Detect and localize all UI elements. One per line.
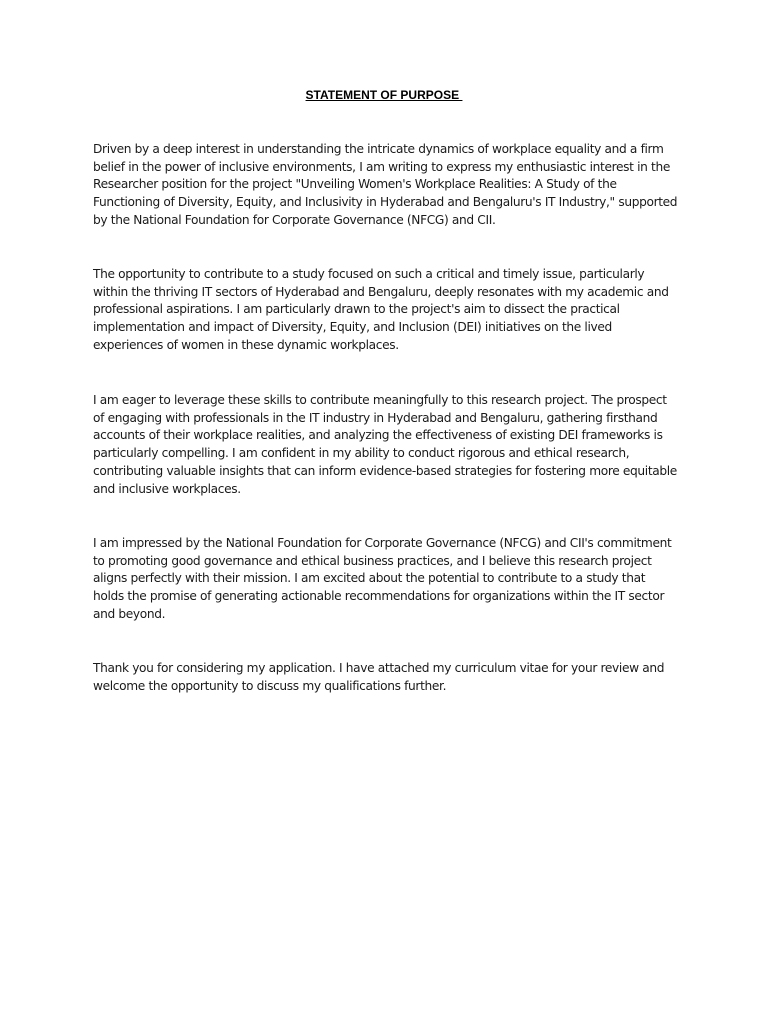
- paragraph-opportunity: [93, 266, 683, 355]
- paragraph-line: and beyond.: [93, 606, 166, 621]
- paragraph-line: particularly compelling. I am confident in my ability to conduct rigorous and ethical research,: [93, 446, 630, 461]
- paragraph-line: by the National Foundation for Corporate Governance (NFCG) and CII.: [93, 212, 496, 227]
- paragraph-line: to promoting good governance and ethical business practices, and I believe this research project: [93, 553, 652, 568]
- paragraph-skills: [93, 392, 683, 498]
- paragraph-line: The opportunity to contribute to a study focused on such a critical and timely issue, particularly: [93, 267, 645, 281]
- paragraph-line: experiences of women in these dynamic workplaces.: [93, 337, 399, 352]
- paragraph-line: welcome the opportunity to discuss my qualifications further.: [93, 678, 447, 693]
- paragraph-line: Thank you for considering my application. I have attached my curriculum vitae for your review and: [93, 661, 665, 675]
- paragraph-line: aligns perfectly with their mission. I am excited about the potential to contribute to a study that: [93, 571, 646, 586]
- paragraph-line: holds the promise of generating actionable recommendations for organizations within the IT sector: [93, 589, 665, 604]
- paragraph-line: contributing valuable insights that can inform evidence-based strategies for fostering more equitable: [93, 463, 677, 478]
- paragraph-line: Driven by a deep interest in understanding the intricate dynamics of workplace equality and a firm: [93, 142, 664, 156]
- paragraph-intro: [93, 141, 683, 230]
- paragraph-line: I am eager to leverage these skills to contribute meaningfully to this research project. The prospect: [93, 393, 667, 407]
- paragraph-line: belief in the power of inclusive environments, I am writing to express my enthusiastic interest in the: [93, 159, 670, 174]
- paragraph-line: and inclusive workplaces.: [93, 481, 241, 496]
- paragraph-line: implementation and impact of Diversity, Equity, and Inclusion (DEI) initiatives on the lived: [93, 320, 612, 335]
- paragraph-line: Researcher position for the project "Unveiling Women's Workplace Realities: A Study of the: [93, 177, 617, 192]
- paragraph-foundation: [93, 535, 683, 624]
- paragraph-closing: [93, 660, 683, 695]
- paragraph-line: I am impressed by the National Foundation for Corporate Governance (NFCG) and CII's commitment: [93, 536, 672, 550]
- paragraph-line: accounts of their workplace realities, and analyzing the effectiveness of existing DEI frameworks is: [93, 428, 663, 443]
- paragraph-line: within the thriving IT sectors of Hyderabad and Bengaluru, deeply resonates with my academic and: [93, 284, 669, 299]
- document-title: STATEMENT OF PURPOSE: [305, 88, 463, 102]
- paragraph-line: of engaging with professionals in the IT industry in Hyderabad and Bengaluru, gathering firsthand: [93, 410, 658, 425]
- paragraph-line: professional aspirations. I am particularly drawn to the project's aim to dissect the practical: [93, 302, 620, 317]
- paragraph-line: Functioning of Diversity, Equity, and Inclusivity in Hyderabad and Bengaluru's IT Industry," supported: [93, 195, 678, 210]
